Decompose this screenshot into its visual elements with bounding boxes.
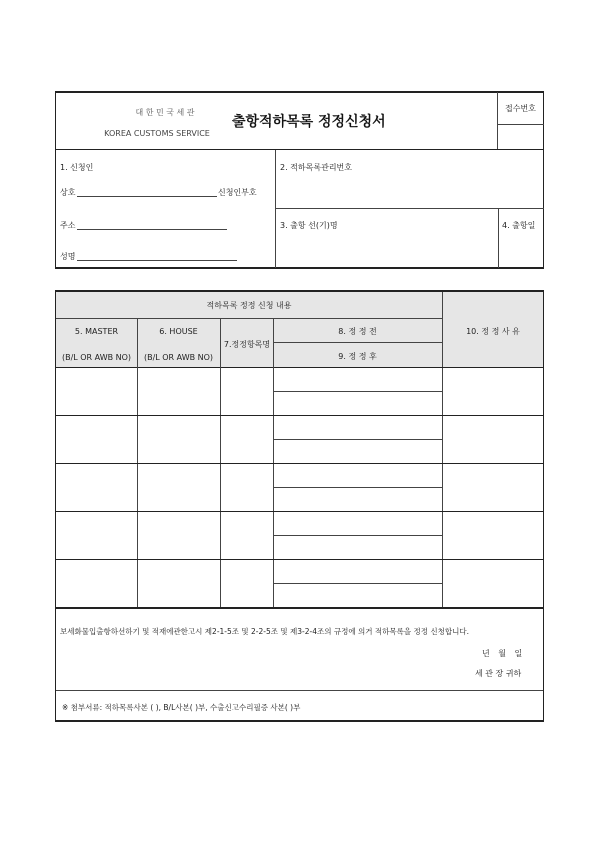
declaration-date: 년 월 일 xyxy=(482,649,523,658)
departure-date-label: 4. 출항일 xyxy=(502,221,536,230)
declaration-addressee: 세 관 장 귀하 xyxy=(475,669,522,678)
agency-english: KOREA CUSTOMS SERVICE xyxy=(104,129,210,138)
name-label: 성명 xyxy=(60,252,76,261)
reason-column-header: 10. 정 정 사 유 xyxy=(466,327,520,336)
table-row[interactable] xyxy=(56,416,137,463)
applicant-section-label: 1. 신청인 xyxy=(60,163,94,172)
receipt-number-label: 접수번호 xyxy=(505,104,536,113)
table-row[interactable] xyxy=(56,512,137,559)
address-field[interactable] xyxy=(77,229,227,230)
table-row[interactable] xyxy=(56,464,137,511)
company-field[interactable] xyxy=(77,196,217,197)
house-column-header: 6. HOUSE xyxy=(159,327,198,336)
name-field[interactable] xyxy=(77,260,237,261)
manifest-number-label: 2. 적하목록관리번호 xyxy=(280,163,352,172)
applicant-code-label: 신청인부호 xyxy=(218,188,257,197)
after-column-header: 9. 정 정 후 xyxy=(338,352,377,361)
table-row[interactable] xyxy=(56,560,137,607)
departure-vessel-label: 3. 출항 선(기)명 xyxy=(280,221,338,230)
house-column-subheader: (B/L OR AWB NO) xyxy=(143,353,214,362)
declaration-text: 보세화물입출항하선하기 및 적재에관한고시 제2-1-5조 및 2-2-5조 및 제3-2-4조의 규정에 의거 적하목록을 정정 신청합니다. xyxy=(60,627,469,636)
correction-group-header: 적하목록 정정 신청 내용 xyxy=(206,301,292,310)
page-title: 출항적하목록 정정신청서 xyxy=(232,114,386,130)
company-label: 상호 xyxy=(60,188,76,197)
master-column-header: 5. MASTER xyxy=(74,327,119,336)
before-column-header: 8. 정 정 전 xyxy=(338,327,377,336)
item-column-header: 7.정정항목명 xyxy=(223,340,271,349)
attachments-note: ※ 첨부서류: 적하목록사본 ( ), B/L사본( )부, 수출신고수리필증 사본( )부 xyxy=(62,703,301,712)
table-row[interactable] xyxy=(56,368,137,415)
agency-korean: 대 한 민 국 세 관 xyxy=(135,108,195,117)
master-column-subheader: (B/L OR AWB NO) xyxy=(61,353,132,362)
address-label: 주소 xyxy=(60,221,76,230)
